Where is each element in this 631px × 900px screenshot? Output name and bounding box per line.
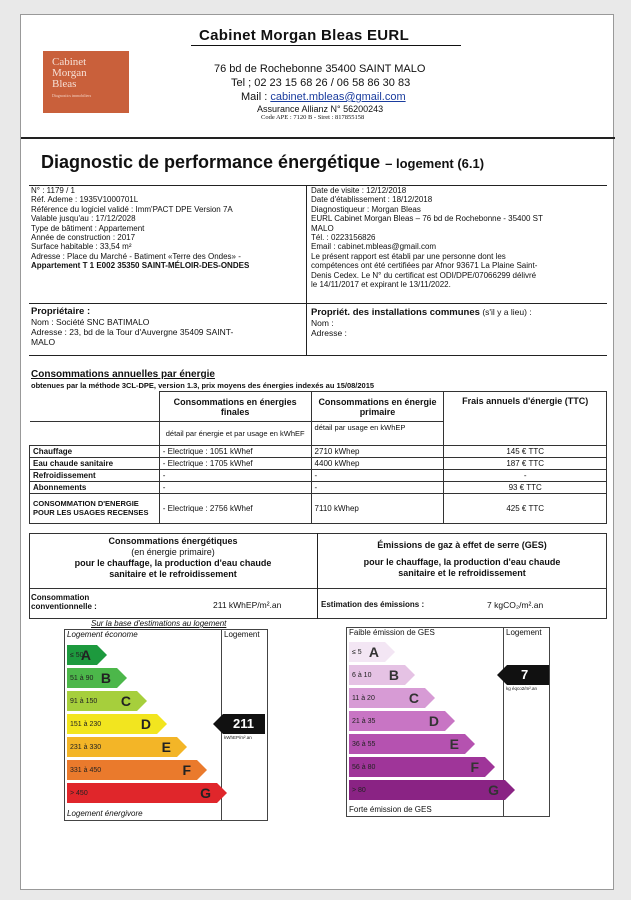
ges-band-letter: G — [488, 782, 499, 798]
ges-band-letter: E — [449, 736, 459, 752]
energy-band-c — [67, 691, 137, 711]
energy-band-range: > 450 — [70, 789, 88, 797]
ges-band-letter: C — [408, 690, 419, 706]
ges-title: Émissions de gaz à effet de serre (GES) — [377, 540, 547, 550]
ges-band-arrow — [485, 757, 495, 777]
table-row — [30, 482, 607, 494]
mail-label: Mail : — [241, 91, 268, 103]
table-blank — [30, 422, 160, 446]
document-page — [20, 14, 614, 890]
ges-band-letter: B — [388, 667, 399, 683]
info-line: Date d'établissement : 18/12/2018 — [311, 195, 433, 205]
energy-panel-title — [29, 536, 317, 580]
info-line: Diagnostiqueur : Morgan Bleas — [311, 204, 421, 214]
company-logo — [43, 51, 129, 113]
energy-band-letter: B — [100, 670, 111, 686]
info-right — [311, 186, 609, 289]
info-line: le 14/11/2017 et expirant le 13/11/2022. — [311, 280, 451, 290]
row-final: - Electrique : 1051 kWhef — [159, 446, 311, 458]
energy-unit: kWhEP/m².an — [224, 735, 252, 740]
logo-subtitle: Diagnostics immobiliers — [52, 93, 92, 98]
consumption-title: Consommations annuelles par énergie — [31, 369, 215, 380]
energy-band-d — [67, 714, 157, 734]
info-line: Appartement T 1 E002 35350 SAINT-MÉLOIR-DES-ONDES — [31, 261, 250, 271]
energy-band-e — [67, 737, 177, 757]
info-line: MALO — [311, 223, 334, 233]
info-line: Adresse : Place du Marché - Batiment «Terre des Ondes» - — [31, 251, 241, 261]
common-owner-name: Nom : — [311, 318, 334, 328]
ges-band-e — [349, 734, 465, 754]
ape-siret: Code APE : 7120 B - Siret : 817855158 — [261, 114, 365, 121]
info-left — [31, 186, 303, 271]
table-corner — [30, 392, 160, 422]
row-label: Chauffage — [30, 446, 160, 458]
energy-band-range: ≤ 50 — [70, 651, 84, 659]
energy-band-range: 91 à 150 — [70, 697, 98, 705]
ges-est-label: Estimation des émissions : — [321, 600, 425, 609]
row-final: - Electrique : 2756 kWhef — [159, 494, 311, 524]
owner-bottom-border — [29, 355, 607, 356]
ges-band-d — [349, 711, 445, 731]
energy-band-arrow — [97, 645, 107, 665]
row-primary: 2710 kWhep — [311, 446, 444, 458]
document-title — [41, 152, 484, 173]
ges-pointer-tip — [497, 665, 507, 685]
info-line: Tél. : 0223156826 — [311, 233, 376, 243]
owner-address: MALO — [31, 337, 56, 347]
table-row — [30, 446, 607, 458]
ges-est-value: 7 kgCO₂/m².an — [487, 600, 544, 610]
header-divider — [21, 137, 615, 139]
info-line: N° : 1179 / 1 — [31, 186, 75, 195]
conv-label — [31, 593, 97, 611]
ges-band-range: 21 à 35 — [352, 717, 376, 725]
ges-band-f — [349, 757, 485, 777]
info-line: Le présent rapport est établi par une personne dont les — [311, 251, 506, 261]
energy-subtitle: (en énergie primaire) — [131, 547, 215, 557]
owner-name: Nom : Société SNC BATIMALO — [31, 317, 150, 327]
common-owner-address: Adresse : — [311, 328, 347, 338]
info-line: Réf. Ademe : 1935V1000701L — [31, 195, 139, 205]
row-final: - Electrique : 1705 kWhef — [159, 458, 311, 470]
ges-band-range: 6 à 10 — [352, 671, 372, 679]
ges-top-label: Faible émission de GES — [349, 628, 435, 637]
row-cost: 425 € TTC — [444, 494, 607, 524]
energy-band-letter: C — [120, 693, 131, 709]
insurance-number: Assurance Allianz N° 56200243 — [257, 104, 384, 114]
energy-band-letter: F — [182, 762, 191, 778]
title-main: Diagnostic de performance énergétique — [41, 152, 381, 172]
ges-band-arrow — [445, 711, 455, 731]
owner-separator — [306, 303, 307, 355]
common-owner-block — [311, 307, 609, 338]
consumption-table — [29, 391, 607, 524]
row-cost: - — [444, 470, 607, 482]
ges-scope: sanitaire et le refroidissement — [398, 568, 526, 578]
energy-band-letter: A — [80, 647, 91, 663]
ges-band-arrow — [465, 734, 475, 754]
ges-unit: kg éqco2/m².an — [506, 686, 538, 691]
ges-band-letter: F — [470, 759, 479, 775]
header-cost: Frais annuels d'énergie (TTC) — [444, 392, 607, 446]
sub-header-primary: détail par usage en kWhEP — [311, 422, 444, 446]
owner-top-border — [29, 303, 607, 304]
owner-block — [31, 307, 303, 347]
energy-band-arrow — [217, 783, 227, 803]
ges-band-c — [349, 688, 425, 708]
ges-band-a — [349, 642, 385, 662]
ges-col-label: Logement — [506, 628, 542, 637]
energy-scope: pour le chauffage, la production d'eau chaude — [74, 558, 272, 568]
row-primary: - — [311, 482, 444, 494]
info-line: Valable jusqu'au : 17/12/2028 — [31, 214, 136, 224]
energy-scope: sanitaire et le refroidissement — [109, 569, 237, 579]
energy-title: Consommations énergétiques — [108, 536, 238, 546]
energy-band-arrow — [137, 691, 147, 711]
info-line: Année de construction : 2017 — [31, 233, 136, 243]
row-cost: 145 € TTC — [444, 446, 607, 458]
values-separator — [317, 589, 318, 619]
energy-band-g — [67, 783, 217, 803]
energy-top-label: Logement économe — [67, 630, 138, 639]
conv-label-line: Consommation — [31, 593, 90, 602]
ges-band-range: ≤ 5 — [352, 648, 362, 656]
row-label: CONSOMMATION D'ENERGIE POUR LES USAGES RECENSES — [30, 494, 160, 524]
ges-band-arrow — [505, 780, 515, 800]
table-row-total — [30, 494, 607, 524]
energy-band-letter: D — [140, 716, 151, 732]
ges-band-arrow — [385, 642, 395, 662]
ges-band-range: 11 à 20 — [352, 694, 375, 702]
energy-band-arrow — [197, 760, 207, 780]
energy-pointer — [223, 714, 265, 734]
row-primary: 4400 kWhep — [311, 458, 444, 470]
owner-label: Propriétaire : — [31, 306, 91, 317]
ges-panel-title — [317, 540, 607, 579]
energy-bottom-label: Logement énergivore — [67, 809, 143, 818]
header-final: Consommations en énergies finales — [159, 392, 311, 422]
info-separator — [306, 185, 307, 303]
ges-pointer — [507, 665, 549, 685]
info-line: Type de bâtiment : Appartement — [31, 223, 145, 233]
table-row — [30, 458, 607, 470]
table-row — [30, 470, 607, 482]
row-label: Eau chaude sanitaire — [30, 458, 160, 470]
row-label: Abonnements — [30, 482, 160, 494]
title-underline — [191, 45, 461, 46]
row-final: - — [159, 482, 311, 494]
info-line: Denis Cedex. Le N° du certificat est ODI/DPE/07066299 délivré — [311, 270, 537, 280]
owner-address: Adresse : 23, bd de la Tour d'Auvergne 35409 SAINT- — [31, 327, 234, 337]
energy-band-range: 231 à 330 — [70, 743, 102, 751]
ges-band-letter: A — [368, 644, 379, 660]
energy-band-letter: E — [161, 739, 171, 755]
common-owner-label — [311, 307, 609, 318]
ges-value: 7 — [521, 667, 529, 682]
row-final: - — [159, 470, 311, 482]
energy-band-range: 151 à 230 — [70, 720, 102, 728]
energy-band-b — [67, 668, 117, 688]
company-name: Cabinet Morgan Bleas EURL — [199, 27, 410, 44]
company-address: 76 bd de Rochebonne 35400 SAINT MALO — [214, 63, 426, 75]
ges-band-range: 36 à 55 — [352, 740, 376, 748]
ges-scope: pour le chauffage, la production d'eau chaude — [363, 557, 561, 567]
info-line: Date de visite : 12/12/2018 — [311, 186, 407, 195]
basis-note: Sur la base d'estimations au logement — [91, 619, 227, 628]
energy-band-arrow — [157, 714, 167, 734]
row-primary: 7110 kWhep — [311, 494, 444, 524]
row-cost: 93 € TTC — [444, 482, 607, 494]
email-link[interactable]: cabinet.mbleas@gmail.com — [270, 91, 406, 103]
consumption-method: obtenues par la méthode 3CL-DPE, version 1.3, prix moyens des énergies indexés au 15/08/2015 — [31, 381, 375, 390]
common-owner-title: Propriét. des installations communes — [311, 307, 480, 318]
energy-col-label: Logement — [224, 630, 260, 639]
energy-band-arrow — [117, 668, 127, 688]
ges-band-b — [349, 665, 405, 685]
company-mail — [241, 91, 406, 103]
ges-band-letter: D — [428, 713, 439, 729]
ges-band-arrow — [405, 665, 415, 685]
energy-band-letter: G — [200, 785, 211, 801]
company-phone: Tel ; 02 23 15 68 26 / 06 58 86 30 83 — [231, 77, 411, 89]
ges-band-arrow — [425, 688, 435, 708]
energy-band-a — [67, 645, 97, 665]
logo-line: Morgan — [52, 67, 87, 79]
header-primary: Consommations en énergie primaire — [311, 392, 444, 422]
logo-line: Cabinet — [52, 56, 87, 68]
ges-band-range: 56 à 80 — [352, 763, 376, 771]
ges-bottom-label: Forte émission de GES — [349, 805, 432, 814]
row-cost: 187 € TTC — [444, 458, 607, 470]
conv-value: 211 kWhEP/m².an — [213, 600, 282, 610]
sub-header-final: détail par énergie et par usage en kWhEF — [159, 422, 311, 446]
ges-band-range: > 80 — [352, 786, 366, 794]
logo-line: Bleas — [52, 78, 77, 90]
conv-label-line: conventionnelle : — [31, 602, 97, 611]
ges-band-g — [349, 780, 505, 800]
row-label: Refroidissement — [30, 470, 160, 482]
info-line: Référence du logiciel validé : Imm'PACT DPE Version 7A — [31, 204, 233, 214]
energy-pointer-tip — [213, 714, 223, 734]
energy-band-range: 331 à 450 — [70, 766, 102, 774]
title-sub: – logement (6.1) — [385, 156, 485, 171]
info-line: compétences ont été certifiées par Afnor 93671 La Plaine Saint- — [311, 261, 538, 271]
info-line: Email : cabinet.mbleas@gmail.com — [311, 242, 437, 252]
energy-band-range: 51 à 90 — [70, 674, 94, 682]
energy-band-f — [67, 760, 197, 780]
row-primary: - — [311, 470, 444, 482]
info-line: Surface habitable : 33,54 m² — [31, 242, 132, 252]
energy-band-arrow — [177, 737, 187, 757]
energy-value: 211 — [233, 716, 254, 731]
info-line: EURL Cabinet Morgan Bleas – 76 bd de Rochebonne - 35400 ST — [311, 214, 543, 224]
common-owner-note: (s'il y a lieu) : — [482, 307, 532, 317]
